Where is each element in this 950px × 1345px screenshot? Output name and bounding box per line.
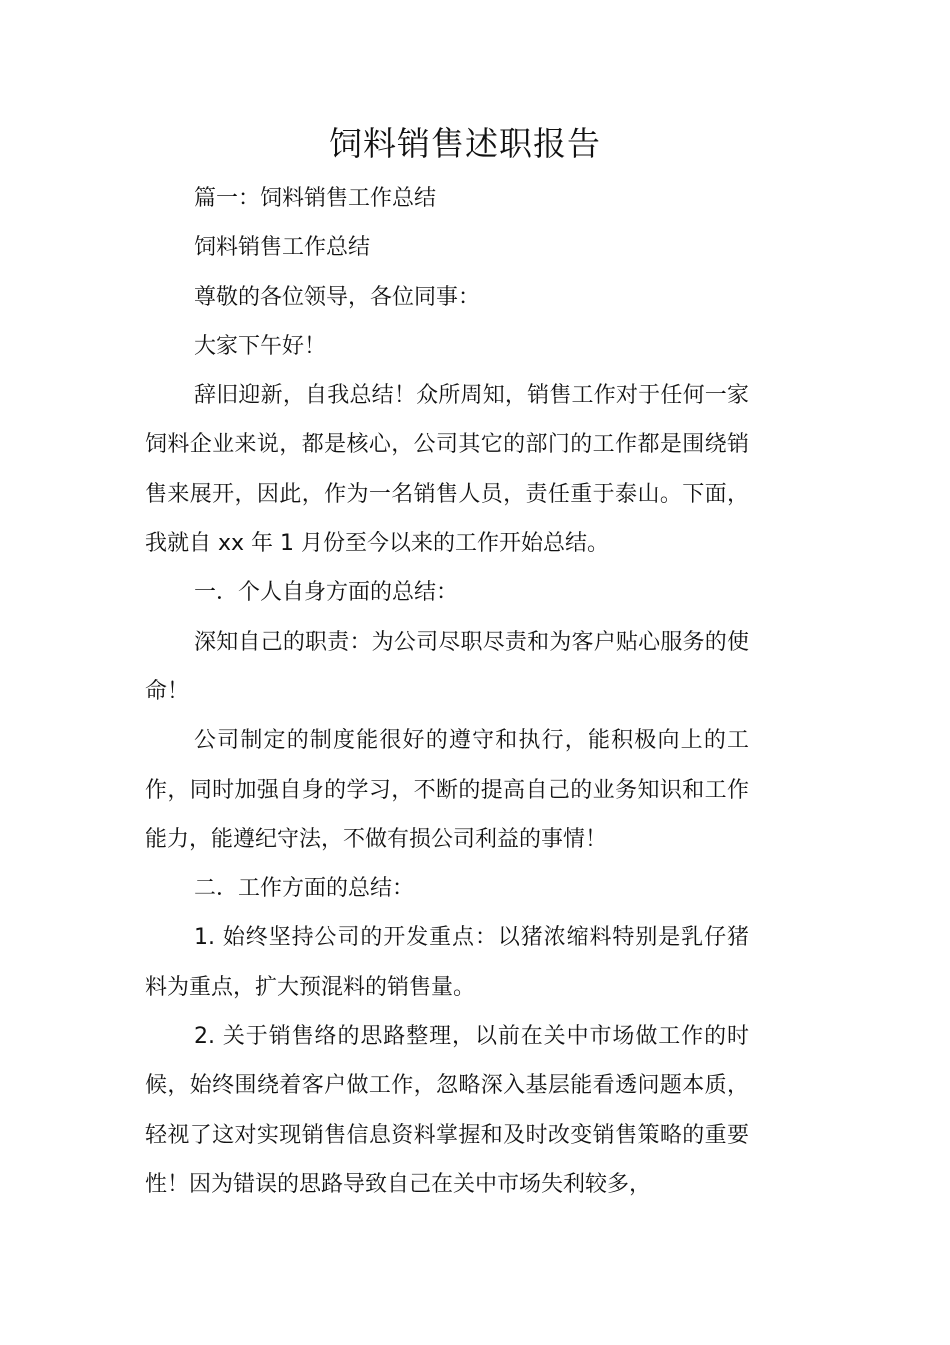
document-title: 饲料销售述职报告 — [329, 124, 601, 163]
duty-paragraph: 深知自己的职责：为公司尽职尽责和为客户贴心服务的使命！ — [145, 629, 749, 704]
greeting: 大家下午好！ — [194, 333, 327, 359]
section-heading-personal: 一．个人自身方面的总结： — [194, 580, 459, 606]
document-body — [145, 174, 749, 1209]
intro-paragraph: 辞旧迎新，自我总结！众所周知，销售工作对于任何一家饲料企业来说，都是核心，公司其它的部门的工作都是围绕销售来展开，因此，作为一名销售人员，责任重于泰山。下面，我就自 xx 年 1 月份至今以来的工作开始总结。 — [145, 383, 749, 557]
section-heading-1: 篇一：饲料销售工作总结 — [194, 186, 437, 211]
rules-paragraph: 公司制定的制度能很好的遵守和执行，能积极向上的工作，同时加强自身的学习，不断的提高自己的业务知识和工作能力，能遵纪守法，不做有损公司利益的事情！ — [145, 728, 749, 852]
work-item-2: 2. 关于销售络的思路整理，以前在关中市场做工作的时候，始终围绕着客户做工作，忽略深入基层能看透问题本质，轻视了这对实现销售信息资料掌握和及时改变销售策略的重要性！因为错误的思路导致自己在关中市场失利较多， — [145, 1024, 749, 1197]
salutation: 尊敬的各位领导，各位同事： — [194, 284, 481, 310]
work-item-1: 1. 始终坚持公司的开发重点：以猪浓缩料特别是乳仔猪料为重点，扩大预混料的销售量。 — [145, 925, 749, 1000]
subtitle: 饲料销售工作总结 — [194, 235, 371, 261]
section-heading-work: 二．工作方面的总结： — [194, 876, 415, 902]
